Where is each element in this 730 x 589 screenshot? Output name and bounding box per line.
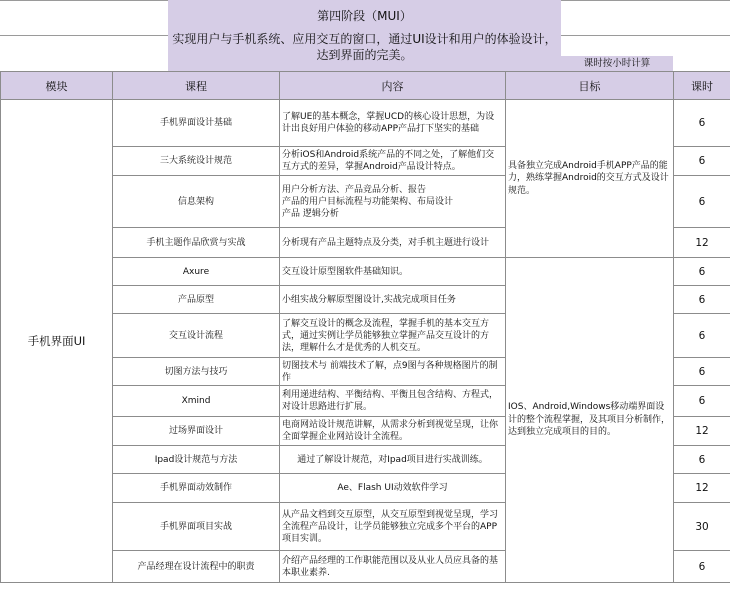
hours-cell: 6 (674, 314, 730, 358)
hours-cell: 12 (674, 228, 730, 258)
grid-line (0, 35, 168, 36)
course-cell: 手机界面项目实战 (113, 503, 280, 551)
content-cell: 电商网站设计规范讲解，从需求分析到视觉呈现，让你全面掌握企业网站设计全流程。 (280, 417, 506, 446)
content-cell: 介绍产品经理的工作职能范围以及从业人员应具备的基本职业素养. (280, 551, 506, 583)
course-cell: 手机主题作品欣赏与实战 (113, 228, 280, 258)
course-cell: 交互设计流程 (113, 314, 280, 358)
hours-cell: 6 (674, 100, 730, 147)
stage-banner (168, 0, 561, 71)
header-course: 课程 (113, 72, 280, 100)
content-cell: 了解UE的基本概念，掌握UCD的核心设计思想，为设计出良好用户体验的移动APP产品打下坚实的基础 (280, 100, 506, 147)
grid-line (0, 0, 168, 1)
goal-cell: 具备独立完成Android手机APP产品的能力，熟练掌握Android的交互方式及设计规范。 (506, 100, 674, 258)
hours-cell: 12 (674, 417, 730, 446)
content-cell: 交互设计原型图软件基础知识。 (280, 258, 506, 286)
content-cell: 利用递进结构、平衡结构、平衡且包含结构、方程式，对设计思路进行扩展。 (280, 386, 506, 417)
hours-cell: 6 (674, 446, 730, 474)
header-content: 内容 (280, 72, 506, 100)
course-cell: 产品经理在设计流程中的职责 (113, 551, 280, 583)
grid-line (561, 35, 730, 36)
stage-title: 第四阶段（MUI） (317, 9, 412, 23)
course-cell: 切图方法与技巧 (113, 358, 280, 386)
hours-cell: 6 (674, 551, 730, 583)
content-cell: 通过了解设计规范，对Ipad项目进行实战训练。 (280, 446, 506, 474)
hours-cell: 6 (674, 358, 730, 386)
course-cell: 信息架构 (113, 176, 280, 228)
content-cell: 了解交互设计的概念及流程，掌握手机的基本交互方式，通过实例让学员能够独立掌握产品交互设计的方法，理解什么才是优秀的人机交互。 (280, 314, 506, 358)
hours-note: 课时按小时计算 (561, 56, 673, 71)
content-cell: 分析现有产品主题特点及分类，对手机主题进行设计 (280, 228, 506, 258)
course-cell: Xmind (113, 386, 280, 417)
hours-cell: 6 (674, 147, 730, 176)
content-cell: Ae、Flash UI动效软件学习 (280, 474, 506, 503)
content-cell: 分析iOS和Android系统产品的不同之处，了解他们交互方式的差异，掌握Android产品设计特点。 (280, 147, 506, 176)
hours-cell: 30 (674, 503, 730, 551)
hours-cell: 6 (674, 286, 730, 314)
stage-description: 实现用户与手机系统、应用交互的窗口，通过UI设计和用户的体验设计，达到界面的完美。 (172, 32, 557, 62)
module-cell: 手机界面UI (1, 100, 113, 583)
grid-line (561, 0, 730, 1)
content-cell: 从产品文档到交互原型，从交互原型到视觉呈现，学习全流程产品设计，让学员能够独立完成多个平台的APP项目实训。 (280, 503, 506, 551)
hours-cell: 6 (674, 386, 730, 417)
content-cell: 用户分析方法、产品竞品分析、报告 产品的用户目标流程与功能架构、布局设计 产品 逻辑分析 (280, 176, 506, 228)
hours-cell: 6 (674, 176, 730, 228)
hours-cell: 12 (674, 474, 730, 503)
header-module: 模块 (1, 72, 113, 100)
hours-cell: 6 (674, 258, 730, 286)
header-goal: 目标 (506, 72, 674, 100)
curriculum-table (0, 71, 730, 583)
content-cell: 切图技术与 前端技术了解，点9图与各种规格图片的制作 (280, 358, 506, 386)
content-cell: 小组实战分解原型图设计,实战完成项目任务 (280, 286, 506, 314)
table-row (1, 100, 730, 147)
course-cell: 过场界面设计 (113, 417, 280, 446)
course-cell: 产品原型 (113, 286, 280, 314)
goal-cell: IOS、Android,Windows移动端界面设计的整个流程掌握，及其项目分析制作，达到独立完成项目的目的。 (506, 258, 674, 583)
course-cell: Ipad设计规范与方法 (113, 446, 280, 474)
course-cell: 手机界面动效制作 (113, 474, 280, 503)
course-cell: Axure (113, 258, 280, 286)
course-cell: 三大系统设计规范 (113, 147, 280, 176)
header-hours: 课时 (674, 72, 730, 100)
course-cell: 手机界面设计基础 (113, 100, 280, 147)
table-header-row (1, 72, 730, 100)
